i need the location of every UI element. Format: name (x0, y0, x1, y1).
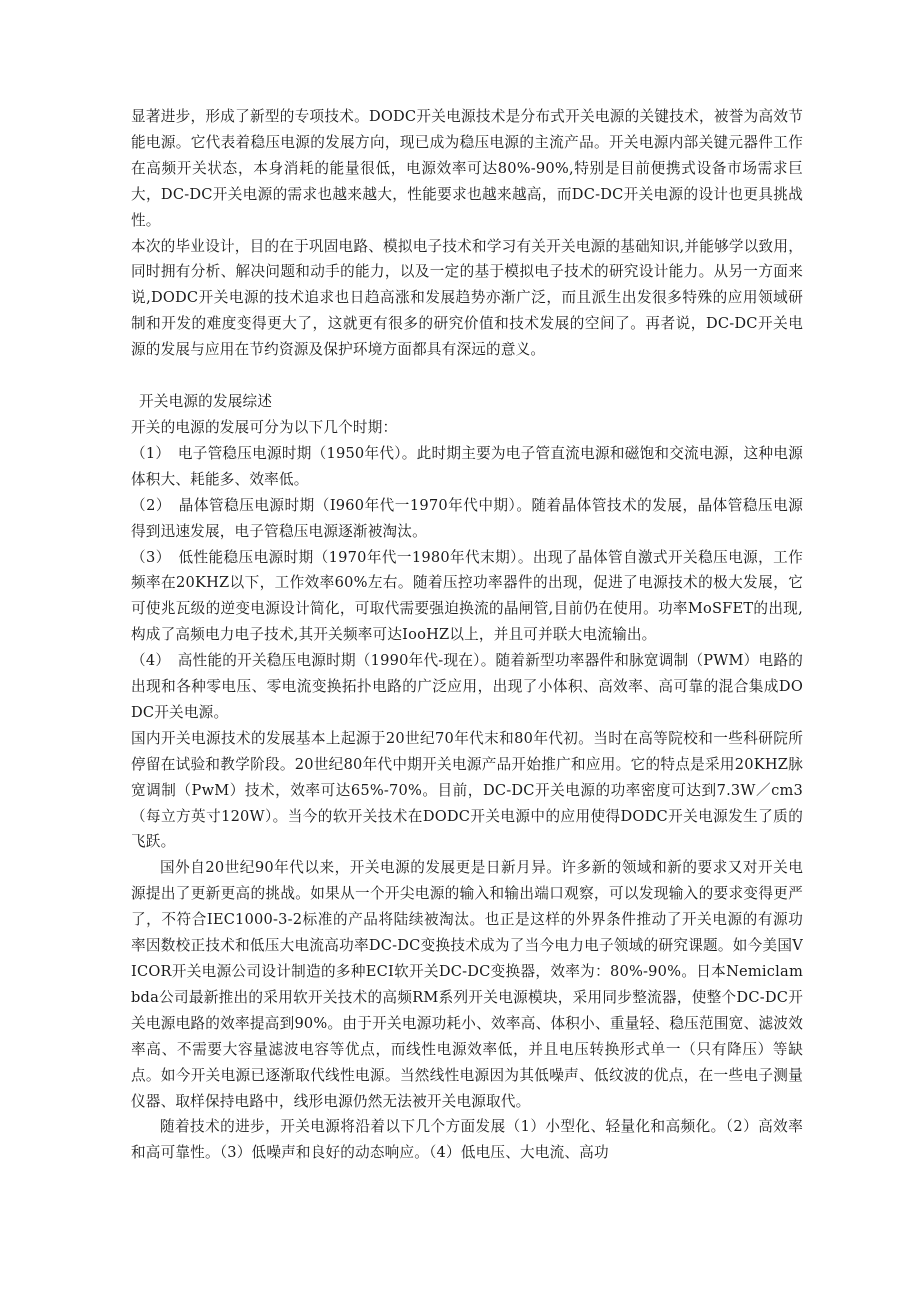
domestic-development-paragraph: 国内开关电源技术的发展基本上起源于20世纪70年代末和80年代初。当时在高等院校和一些科研院所停留在试验和教学阶段。20世纪80年代中期开关电源产品开始推广和应用。它的特点是采用20KHZ脉宽调制（PwM）技术，效率可达65%-70%。目前，DC-DC开关电源的功率密度可达到7.3W／cm3（每立方英寸120W）。当今的软开关技术在DODC开关电源中的应用使得DODC开关电源发生了质的飞跃。 (131, 729, 803, 851)
period-item-2: （2） 晶体管稳压电源时期（I960年代一1970年代中期）。随着晶体管技术的发展，晶体管稳压电源得到迅速发展，电子管稳压电源逐渐被淘汰。 (131, 496, 803, 540)
development-periods-intro: 开关的电源的发展可分为以下几个时期： (131, 418, 398, 436)
paragraph-gap (131, 363, 803, 389)
period-item-4: （4） 高性能的开关稳压电源时期（1990年代-现在）。随着新型功率器件和脉宽调制（PWM）电路的出现和各种零电压、零电流变换拓扑电路的广泛应用，出现了小体积、高效率、高可靠的混合集成DODC开关电源。 (131, 652, 803, 721)
intro-paragraph-continued: 显著进步，形成了新型的专项技术。DODC开关电源技术是分布式开关电源的关键技术，被誉为高效节能电源。它代表着稳压电源的发展方向，现已成为稳压电源的主流产品。开关电源内部关键元器件工作在高频开关状态，本身消耗的能量很低，电源效率可达80%-90%,特别是目前便携式设备市场需求巨大，DC-DC开关电源的需求也越来越大，性能要求也越来越高，而DC-DC开关电源的设计也更具挑战性。 (131, 108, 803, 229)
future-trends-paragraph: 随着技术的进步，开关电源将沿着以下几个方面发展（1）小型化、轻量化和高频化。（2）高效率和高可靠性。（3）低噪声和良好的动态响应。（4）低电压、大电流、高功 (131, 1118, 803, 1162)
section-heading: 开关电源的发展综述 (139, 393, 273, 411)
document-page (131, 104, 803, 1166)
period-item-3: （3） 低性能稳压电源时期（1970年代一1980年代末期）。出现了晶体管自激式开关稳压电源，工作频率在20KHZ以下，工作效率60%左右。随着压控功率器件的出现，促进了电源技术的极大发展，它可使兆瓦级的逆变电源设计简化，可取代需要强迫换流的晶闸管,目前仍在使用。功率MoSFET的出现,构成了高频电力电子技术,其开关频率可达IooHZ以上，并且可并联大电流输出。 (131, 548, 803, 644)
design-purpose-paragraph: 本次的毕业设计，目的在于巩固电路、模拟电子技术和学习有关开关电源的基础知识,并能够学以致用，同时拥有分析、解决问题和动手的能力，以及一定的基于模拟电子技术的研究设计能力。从另一方面来说,DODC开关电源的技术追求也日趋高涨和发展趋势亦渐广泛，而且派生出发很多特殊的应用领域研制和开发的难度变得更大了，这就更有很多的研究价值和技术发展的空间了。再者说，DC-DC开关电源的发展与应用在节约资源及保护环境方面都具有深远的意义。 (131, 237, 803, 359)
period-item-1: （1） 电子管稳压电源时期（1950年代）。此时期主要为电子管直流电源和磁饱和交流电源，这种电源体积大、耗能多、效率低。 (131, 444, 803, 488)
foreign-development-paragraph: 国外自20世纪90年代以来，开关电源的发展更是日新月异。许多新的领域和新的要求又对开关电源提出了更新更高的挑战。如果从一个开尖电源的输入和输出端口观察，可以发现输入的要求变得更严了，不符合IEC1000-3-2标准的产品将陆续被淘汰。也正是这样的外界条件推动了开关电源的有源功率因数校正技术和低压大电流高功率DC-DC变换技术成为了当今电力电子领域的研究课题。如今美国VICOR开关电源公司设计制造的多种ECI软开关DC-DC变换器，效率为：80%-90%。日本Nemiclambda公司最新推出的采用软开关技术的高频RM系列开关电源模块，采用同步整流器，使整个DC-DC开关电源电路的效率提高到90%。由于开关电源功耗小、效率高、体积小、重量轻、稳压范围宽、滤波效率高、不需要大容量滤波电容等优点，而线性电源效率低，并且电压转换形式单一（只有降压）等缺点。如今开关电源已逐渐取代线性电源。当然线性电源因为其低噪声、低纹波的优点，在一些电子测量仪器、取样保持电路中，线形电源仍然无法被开关电源取代。 (131, 859, 803, 1110)
